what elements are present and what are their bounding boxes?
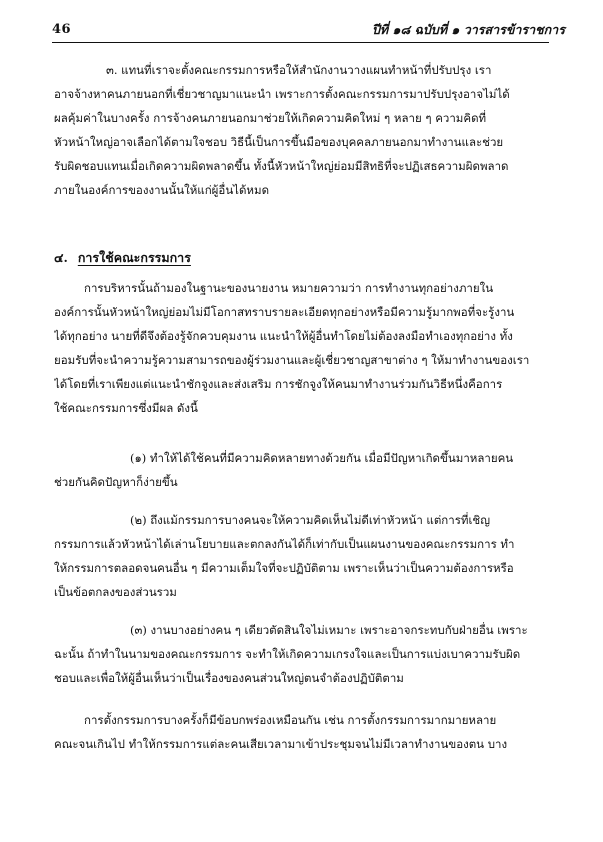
list-item-line: ชอบและเพื่อให้ผู้อื่นเห็นว่าเป็นเรื่องของคนส่วนใหญ่ตนจำต้องปฏิบัติตาม	[54, 671, 404, 685]
paragraph-line: ได้ทุกอย่าง นายที่ดีจึงต้องรู้จักควบคุมงาน แนะนำให้ผู้อื่นทำโดยไม่ต้องลงมือทำเองทุกอย่าง ทั้ง	[54, 329, 513, 343]
paragraph-line: ภายในองค์การของงานนั้นให้แก่ผู้อื่นได้หมด	[54, 183, 270, 197]
list-item-line: (๓) งานบางอย่างคน ๆ เดียวตัดสินใจไม่เหมาะ เพราะอาจกระทบกับฝ่ายอื่น เพราะ	[130, 623, 528, 637]
list-item-line: ช่วยกันคิดปัญหาก็ง่ายขึ้น	[54, 475, 178, 489]
paragraph-line: ได้โดยที่เราเพียงแต่แนะนำชักจูงและส่งเสริม การชักจูงให้คนมาทำงานร่วมกันวิธีหนึ่งคือการ	[54, 377, 503, 391]
section-title: การใช้คณะกรรมการ	[77, 250, 191, 265]
paragraph-line: ยอมรับที่จะนำความรู้ความสามารถของผู้ร่วมงานและผู้เชี่ยวชาญสาขาต่าง ๆ ให้มาทำงานของเรา	[54, 353, 530, 367]
paragraph-line: ๓. แทนที่เราจะตั้งคณะกรรมการหรือให้สำนักงานวางแผนทำหน้าที่ปรับปรุง เรา	[106, 63, 492, 77]
header-rule	[52, 42, 549, 43]
running-head: ปีที่ ๑๘ ฉบับที่ ๑ วารสารข้าราชการ	[372, 22, 565, 37]
list-item-line: ฉะนั้น ถ้าทำในนามของคณะกรรมการ จะทำให้เกิดความเกรงใจและเป็นการแบ่งเบาความรับผิด	[54, 647, 521, 661]
list-item-line: ให้กรรมการตลอดจนคนอื่น ๆ มีความเต็มใจที่จะปฏิบัติตาม เพราะเห็นว่าเป็นความต้องการหรือ	[54, 561, 514, 575]
paragraph-line: หัวหน้าใหญ่อาจเลือกได้ตามใจชอบ วิธีนี้เป็นการขึ้นมือของบุคคลภายนอกมาทำงานและช่วย	[54, 135, 504, 149]
paragraph-line: การบริหารนั้นถ้ามองในฐานะของนายงาน หมายความว่า การทำงานทุกอย่างภายใน	[84, 281, 494, 295]
paragraph-line: คณะจนเกินไป ทำให้กรรมการแต่ละคนเสียเวลามาเข้าประชุมจนไม่มีเวลาทำงานของตน บาง	[54, 737, 508, 751]
paragraph-line: ใช้คณะกรรมการซึ่งมีผล ดังนี้	[54, 401, 198, 415]
list-item-line: เป็นข้อตกลงของส่วนรวม	[54, 585, 177, 599]
page-header	[0, 0, 603, 48]
paragraph-line: ผลคุ้มค่าในบางครั้ง การจ้างคนภายนอกมาช่วยให้เกิดความคิดใหม่ ๆ หลาย ๆ ความคิดที่	[54, 111, 487, 125]
section-number: ๔.	[54, 250, 68, 265]
paragraph-line: รับผิดชอบแทนเมื่อเกิดความผิดพลาดขึ้น ทั้งนี้หัวหน้าใหญ่ย่อมมีสิทธิที่จะปฏิเสธความผิดพลาด	[54, 159, 509, 173]
page-number: 46	[52, 22, 72, 37]
paragraph-line: องค์การนั้นหัวหน้าใหญ่ย่อมไม่มีโอกาสทราบรายละเอียดทุกอย่างหรือมีความรู้มากพอที่จะรู้งาน	[54, 305, 515, 319]
list-item-line: (๑) ทำให้ได้ใช้คนที่มีความคิดหลายทางด้วยกัน เมื่อมีปัญหาเกิดขึ้นมาหลายคน	[130, 451, 514, 465]
paragraph-line: การตั้งกรรมการบางครั้งก็มีข้อบกพร่องเหมือนกัน เช่น การตั้งกรรมการมากมายหลาย	[84, 713, 497, 727]
paragraph-line: อาจจ้างหาคนภายนอกที่เชี่ยวชาญมาแนะนำ เพราะการตั้งคณะกรรมการมาปรับปรุงอาจไม่ได้	[54, 87, 510, 101]
list-item-line: กรรมการแล้วหัวหน้าได้เล่านโยบายและตกลงกันได้ก็เท่ากับเป็นแผนงานของคณะกรรมการ ทำ	[54, 537, 515, 551]
section-heading	[54, 246, 191, 270]
list-item-line: (๒) ถึงแม้กรรมการบางคนจะให้ความคิดเห็นไม่ดีเท่าหัวหน้า แต่การที่เชิญ	[130, 513, 491, 527]
